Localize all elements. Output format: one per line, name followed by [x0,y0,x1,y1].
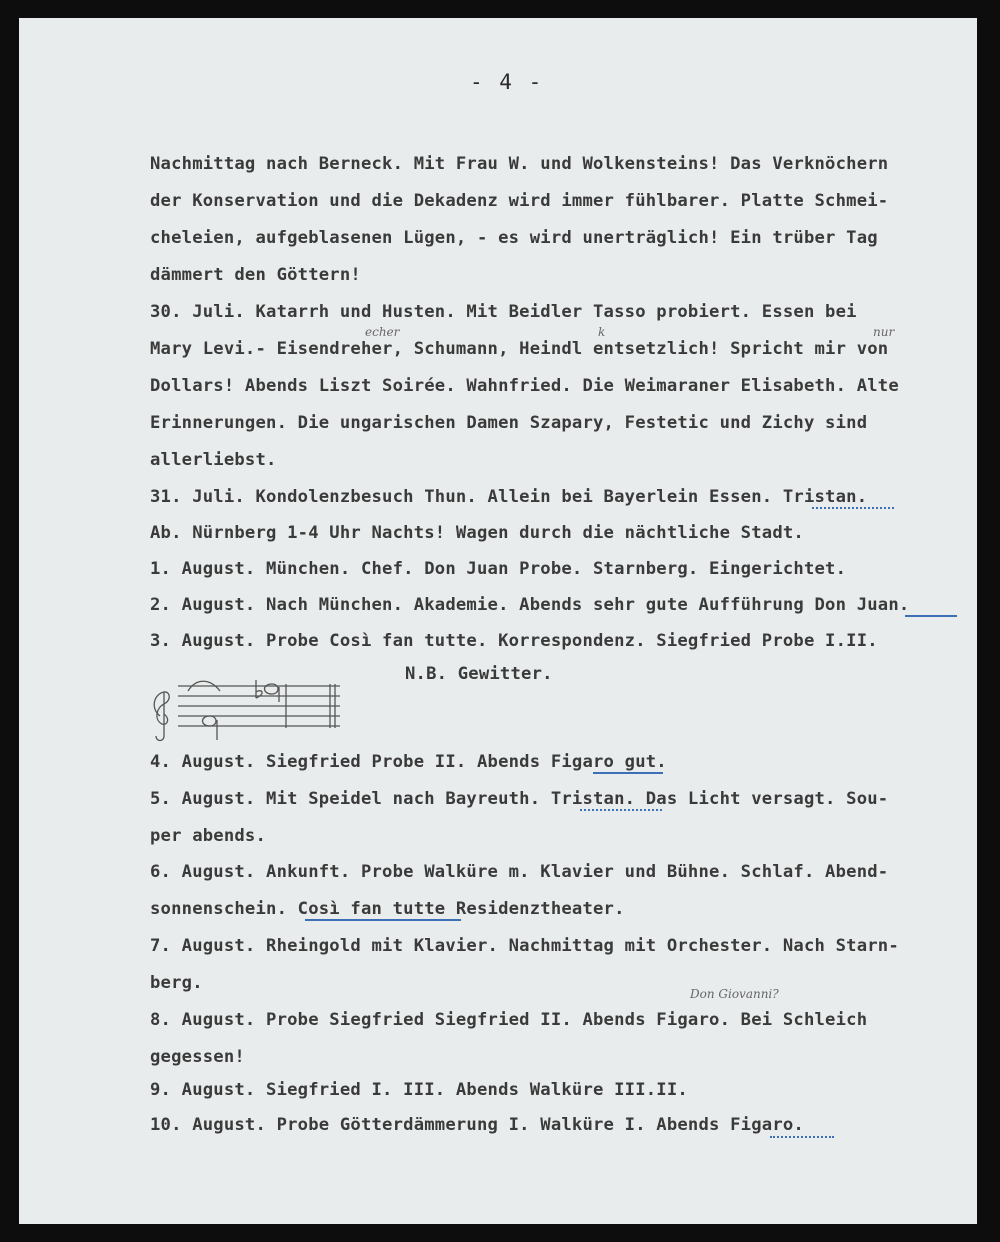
text-line: 5. August. Mit Speidel nach Bayreuth. Tristan. Das Licht versagt. Sou- [150,789,889,809]
text-line: 2. August. Nach München. Akademie. Abends sehr gute Aufführung Don Juan. [150,595,910,615]
page-number: - 4 - [470,70,544,94]
text-line: Ab. Nürnberg 1-4 Uhr Nachts! Wagen durch die nächtliche Stadt. [150,523,804,543]
text-line: per abends. [150,826,267,846]
text-line: N.B. Gewitter. [405,664,553,684]
text-line: cheleien, aufgeblasenen Lügen, - es wird unerträglich! Ein trüber Tag [150,228,878,248]
handwritten-annotation: nur [873,325,895,339]
text-line: gegessen! [150,1047,245,1067]
text-line: 6. August. Ankunft. Probe Walküre m. Klavier und Bühne. Schlaf. Abend- [150,862,889,882]
handwritten-annotation: Don Giovanni? [690,987,779,1001]
text-line: 3. August. Probe Così fan tutte. Korrespondenz. Siegfried Probe I.II. [150,631,878,651]
text-line: allerliebst. [150,450,277,470]
underline-tristan [580,809,662,811]
text-line: 8. August. Probe Siegfried Siegfried II. Abends Figaro. Bei Schleich [150,1010,868,1030]
text-line: 30. Juli. Katarrh und Husten. Mit Beidler Tasso probiert. Essen bei [150,302,857,322]
underline-cosi-fan-tutte [305,919,461,921]
text-line: 4. August. Siegfried Probe II. Abends Figaro gut. [150,752,667,772]
underline-figaro [770,1136,834,1138]
text-line: Mary Levi.- Eisendreher, Schumann, Heindl entsetzlich! Spricht mir von [150,339,889,359]
text-line: 9. August. Siegfried I. III. Abends Walküre III.II. [150,1080,688,1100]
text-line: sonnenschein. Così fan tutte Residenztheater. [150,899,625,919]
underline-tristan [812,507,894,509]
text-line: dämmert den Göttern! [150,265,361,285]
text-line: berg. [150,973,203,993]
text-line: Nachmittag nach Berneck. Mit Frau W. und Wolkensteins! Das Verknöchern [150,154,889,174]
text-line: 7. August. Rheingold mit Klavier. Nachmittag mit Orchester. Nach Starn- [150,936,899,956]
handwritten-annotation: echer [365,325,400,339]
text-line: der Konservation und die Dekadenz wird immer fühlbarer. Platte Schmei- [150,191,889,211]
text-line: Erinnerungen. Die ungarischen Damen Szapary, Festetic und Zichy sind [150,413,868,433]
handwritten-annotation: k [598,325,606,339]
text-line: 10. August. Probe Götterdämmerung I. Walküre I. Abends Figaro. [150,1115,804,1135]
text-line: 31. Juli. Kondolenzbesuch Thun. Allein bei Bayerlein Essen. Tristan. [150,487,868,507]
underline-figaro [593,772,663,774]
music-staff-sketch [148,676,348,746]
text-line: Dollars! Abends Liszt Soirée. Wahnfried. Die Weimaraner Elisabeth. Alte [150,376,899,396]
underline-juan [905,615,957,617]
text-line: 1. August. München. Chef. Don Juan Probe. Starnberg. Eingerichtet. [150,559,847,579]
